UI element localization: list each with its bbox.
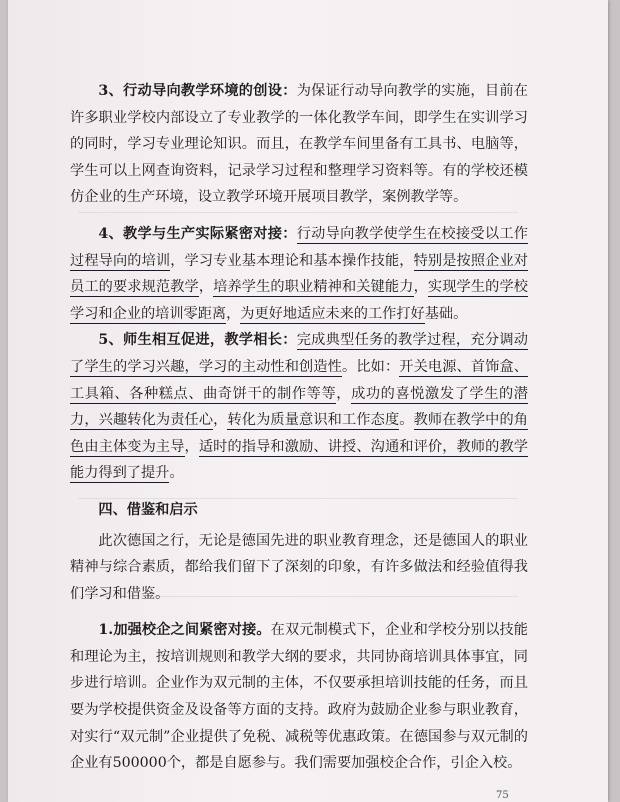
plain-text: ， [198, 279, 214, 296]
section-heading: 四、借鉴和启示 [98, 501, 198, 518]
paragraph-3-heading: 3、行动导向教学环境的创设： [98, 83, 297, 99]
underlined-phrase: 为更好地适应未来的工作打好 [240, 305, 425, 322]
underlined-phrase: 转化为质量意识和工作态度 [227, 412, 400, 429]
paragraph-1 [70, 617, 528, 777]
paragraph-5-heading: 5、师生相互促进，教学相长： [98, 332, 297, 349]
plain-text: 基础。 [424, 305, 468, 322]
paragraph-4 [70, 221, 528, 327]
underlined-phrase: 成功的喜悦激发了学生的潜力，兴趣转化为责任心 [70, 385, 528, 429]
underlined-phrase: 培养学生的职业精神和关键能力 [213, 279, 414, 296]
paragraph-3-text: 为保证行动导向教学的实施，目前在许多职业学校内部设立了专业教学的一体化教学车间，即学生在实训学习的同时，学习专业理论知识。而且，在教学车间里备有工具书、电脑等，学生可以上网查询资料，记录学习过程和整理学习资料等。有的学校还模仿企业的生产环境，设立教学环境开展项目教学，案例教学等。 [70, 83, 528, 206]
plain-text: 。 [399, 412, 414, 429]
paragraph-5 [70, 327, 528, 487]
plain-text: ， [336, 385, 352, 402]
plain-text: ，学习专业基本理论和基本操作技能， [170, 252, 414, 269]
page-number: 75 [496, 790, 509, 801]
plain-text: ， [226, 305, 241, 322]
paragraph-4-heading: 4、教学与生产实际紧密对接： [98, 225, 297, 242]
paragraph-3 [70, 78, 528, 211]
plain-text: ， [413, 279, 428, 296]
document-page [8, 0, 608, 802]
paragraph-1-heading: 1.加强校企之间紧密对接。 [98, 622, 271, 639]
paragraph-1-text: 在双元制模式下，企业和学校分别以技能和理论为主，按培训规则和教学大纲的要求，共同协商培训具体事宜，同步进行培训。企业作为双元制的主体，不仅要承担培训技能的任务，而且要为学校提供资金及设备等方面的支持。政府为鼓励企业参与职业教育，对实行“双元制”企业提供了免税、减税等优惠政策。在德国参与双元制的企业有500000个，都是自愿参与。我们需要加强校企合作，引企入校。 [70, 622, 528, 772]
underlined-phrase: 完成典型任务的教学过程，充分调动了学生的学习兴趣，学习的主动性和创造性 [70, 332, 528, 375]
plain-text: 。 [169, 465, 184, 482]
intro-paragraph: 此次德国之行，无论是德国先进的职业教育理念，还是德国人的职业精神与综合素质，都给我们留下了深刻的印象，有许多做法和经验值得我们学习和借鉴。 [70, 532, 528, 602]
plain-text: ， [184, 438, 199, 455]
underlined-phrase: 特别是按照企业对员工的要求规范教学 [70, 252, 528, 296]
plain-text: 。比如： [342, 358, 400, 375]
underlined-phrase: 开关电源、首饰盒、工具箱、各种糕点、曲奇饼干的制作等等 [70, 358, 528, 402]
underlined-phrase: 适时的指导和激励、讲授、沟通和评价，教师的教学能力得到了提升 [70, 438, 528, 482]
plain-text: ， [213, 412, 228, 429]
body-text [70, 78, 528, 777]
underlined-phrase: 行动导向教学使学生在校接受以工作过程导向的培训 [70, 225, 528, 269]
underlined-phrase: 实现学生的学校学习和企业的培训零距离 [70, 279, 528, 322]
underlined-phrase: 教师在教学中的角色由主体变为主导 [70, 412, 528, 455]
